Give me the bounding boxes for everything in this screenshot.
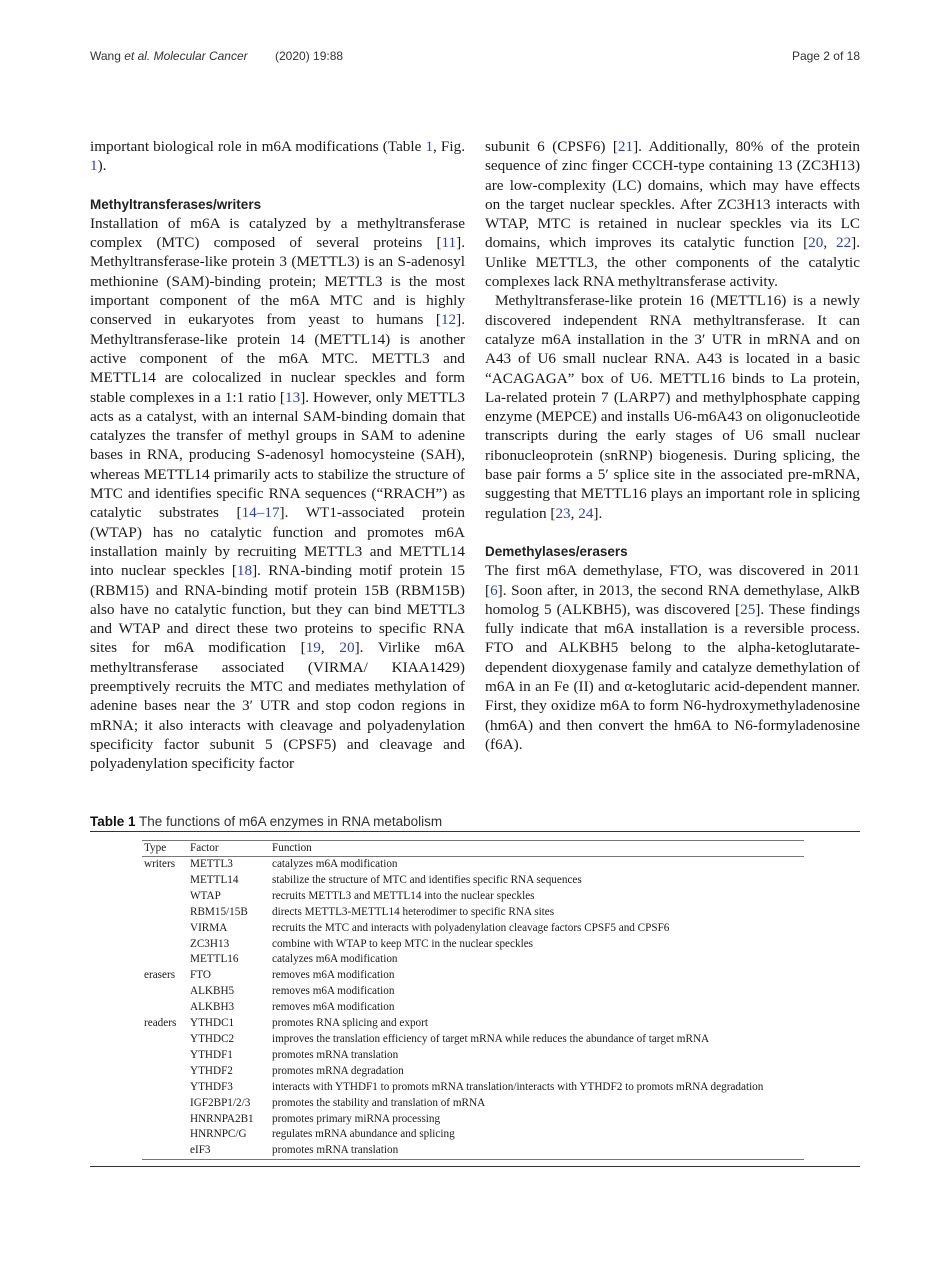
function-cell: stabilize the structure of MTC and identifies specific RNA sequences bbox=[272, 873, 582, 886]
type-cell bbox=[142, 1048, 190, 1064]
table-caption bbox=[90, 814, 442, 829]
type-cell bbox=[142, 1000, 190, 1016]
function-cell: promotes mRNA degradation bbox=[272, 1064, 404, 1077]
reference-link[interactable]: 6 bbox=[490, 581, 498, 599]
left-column bbox=[90, 137, 465, 774]
type-cell: readers bbox=[144, 1017, 177, 1030]
reference-link[interactable]: 11 bbox=[441, 234, 457, 252]
table-caption-text: The functions of m6A enzymes in RNA metabolism bbox=[135, 814, 443, 829]
table-row bbox=[142, 937, 804, 953]
table-row bbox=[142, 1000, 804, 1016]
table-row bbox=[142, 1080, 804, 1096]
reference-link[interactable]: 23 bbox=[555, 504, 571, 522]
function-cell: removes m6A modification bbox=[272, 1001, 395, 1014]
table-row bbox=[142, 1096, 804, 1112]
function-cell: promotes mRNA translation bbox=[272, 1143, 804, 1159]
factor-cell: HNRNPA2B1 bbox=[190, 1112, 254, 1125]
reference-link[interactable]: 21 bbox=[617, 138, 634, 155]
type-cell bbox=[142, 905, 190, 921]
function-cell: catalyzes m6A modification bbox=[272, 953, 398, 966]
type-cell bbox=[142, 1032, 190, 1048]
m6a-enzymes-table bbox=[142, 840, 804, 1160]
volume-citation: (2020) 19:88 bbox=[275, 49, 344, 63]
reference-link[interactable]: 22 bbox=[835, 234, 852, 252]
factor-cell: METTL14 bbox=[190, 873, 239, 886]
type-cell bbox=[142, 873, 190, 889]
table-row bbox=[142, 873, 804, 889]
journal-name: et al. Molecular Cancer bbox=[124, 49, 248, 63]
table-row bbox=[142, 1064, 804, 1080]
reference-link[interactable]: 24 bbox=[578, 504, 594, 522]
factor-cell: YTHDC1 bbox=[190, 1017, 235, 1030]
reference-link[interactable]: 14–17 bbox=[241, 504, 280, 522]
column-header-type: Type bbox=[142, 841, 190, 857]
function-cell: removes m6A modification bbox=[272, 969, 395, 982]
factor-cell: HNRNPC/G bbox=[190, 1128, 247, 1141]
table-bottom-rule bbox=[90, 1166, 860, 1167]
table-top-rule bbox=[90, 831, 860, 832]
type-cell bbox=[142, 1127, 190, 1143]
table-row bbox=[142, 1016, 804, 1032]
column-header-function: Function bbox=[272, 841, 804, 857]
factor-cell: METTL16 bbox=[190, 953, 239, 966]
reference-link[interactable]: 20 bbox=[339, 639, 355, 657]
type-cell bbox=[142, 1143, 190, 1159]
reference-link[interactable]: 12 bbox=[440, 311, 457, 329]
factor-cell: YTHDF3 bbox=[190, 1080, 233, 1093]
function-cell: regulates mRNA abundance and splicing bbox=[272, 1128, 455, 1141]
author-name: Wang bbox=[90, 49, 125, 63]
reference-link[interactable]: 20 bbox=[808, 234, 824, 252]
type-cell: erasers bbox=[144, 969, 176, 982]
journal-citation bbox=[90, 49, 248, 63]
factor-cell: YTHDF2 bbox=[190, 1064, 233, 1077]
type-cell bbox=[142, 952, 190, 968]
table-row bbox=[142, 889, 804, 905]
table-label: Table 1 bbox=[90, 814, 136, 829]
table-row bbox=[142, 952, 804, 968]
section-heading-erasers: Demethylases/erasers bbox=[485, 543, 628, 559]
function-cell: catalyzes m6A modification bbox=[272, 858, 398, 870]
factor-cell: METTL3 bbox=[190, 858, 233, 870]
function-cell: promotes primary miRNA processing bbox=[272, 1112, 441, 1125]
right-column bbox=[485, 137, 860, 754]
factor-cell: FTO bbox=[190, 969, 211, 982]
type-cell: writers bbox=[144, 858, 176, 870]
function-cell: recruits METTL3 and METTL14 into the nuclear speckles bbox=[272, 889, 535, 902]
function-cell: recruits the MTC and interacts with polyadenylation cleavage factors CPSF5 and CPSF6 bbox=[272, 921, 670, 934]
running-header bbox=[90, 49, 860, 69]
type-cell bbox=[142, 889, 190, 905]
table-header-row bbox=[142, 841, 804, 857]
factor-cell: VIRMA bbox=[190, 921, 228, 934]
intro-paragraph: important biological role in m6A modifications (Table 1, Fig. 1). bbox=[90, 138, 465, 175]
reference-link[interactable]: 19 bbox=[305, 639, 321, 657]
factor-cell: ALKBH3 bbox=[190, 1001, 235, 1014]
factor-cell: eIF3 bbox=[190, 1143, 272, 1159]
type-cell bbox=[142, 1064, 190, 1080]
type-cell bbox=[142, 1096, 190, 1112]
continued-paragraph: subunit 6 (CPSF6) [21]. Additionally, 80% of the protein sequence of zinc finger CCCH-type containing 13 (ZC3H13) are low-complexity (LC) domains, which may have effects on the target nuclear speckles. After ZC3H13 interacts with WTAP, MTC is retained in nuclear speckles via its LC domains, which improves its catalytic function [20, 22]. Unlike METTL3, the other components of the catalytic complexes lack RNA methyltransferase activity. bbox=[485, 138, 861, 291]
table-row bbox=[142, 1112, 804, 1128]
factor-cell: YTHDC2 bbox=[190, 1032, 235, 1045]
reference-link[interactable]: 18 bbox=[236, 562, 253, 580]
reference-link[interactable]: 25 bbox=[740, 600, 756, 618]
type-cell bbox=[142, 937, 190, 953]
type-cell bbox=[142, 984, 190, 1000]
function-cell: combine with WTAP to keep MTC in the nuclear speckles bbox=[272, 937, 534, 950]
table-row bbox=[142, 968, 804, 984]
factor-cell: YTHDF1 bbox=[190, 1048, 233, 1061]
table-row bbox=[142, 984, 804, 1000]
reference-link[interactable]: 13 bbox=[285, 388, 301, 406]
function-cell: interacts with YTHDF1 to promots mRNA translation/interacts with YTHDF2 to promots mRNA degradation bbox=[272, 1080, 764, 1093]
figure-1-link[interactable]: 1 bbox=[90, 157, 98, 175]
table-row bbox=[142, 905, 804, 921]
table-row bbox=[142, 1127, 804, 1143]
table-row bbox=[142, 1143, 804, 1159]
table-row bbox=[142, 921, 804, 937]
mettl16-paragraph: Methyltransferase-like protein 16 (METTL16) is a newly discovered independent RNA methyltransferase. It can catalyze m6A installation in the 3′ UTR in mRNA and on A43 of U6 small nuclear RNA. A43 is located in a basic “ACAGAGA” box of U6. METTL16 binds to La protein, La-related protein 7 (LARP7) and methylphosphate capping enzyme (MEPCE) and installs U6-m6A43 on oligonucleotide transcripts during the early stages of U6 small nuclear ribonucleoprotein (snRNP) biogenesis. During splicing, the base pair forms a 5′ splice site in the associated pre-mRNA, suggesting that METTL16 plays an important role in splicing regulation [23, 24]. bbox=[485, 292, 860, 522]
table-row bbox=[142, 1048, 804, 1064]
type-cell bbox=[142, 1112, 190, 1128]
table-1-link[interactable]: 1 bbox=[425, 138, 434, 155]
function-cell: removes m6A modification bbox=[272, 985, 395, 998]
type-cell bbox=[142, 921, 190, 937]
factor-cell: WTAP bbox=[190, 889, 221, 902]
table-row bbox=[142, 1032, 804, 1048]
column-header-factor: Factor bbox=[190, 841, 272, 857]
writers-paragraph: Installation of m6A is catalyzed by a methyltransferase complex (MTC) composed of several proteins [11]. Methyltransferase-like protein 3 (METTL3) is an S-adenosyl methionine (SAM)-binding protein; METTL3 is the most important component of the m6A MTC and is highly conserved in eukaryotes from yeast to humans [12]. Methyltransferase-like protein 14 (METTL14) is another active component of the m6A MTC. METTL3 and METTL14 are colocalized in nuclear speckles and form stable complexes in a 1:1 ratio [13]. However, only METTL3 acts as a catalyst, with an internal SAM-binding domain that catalyzes the transfer of methyl groups in SAM to adenine bases in RNA, producing S-adenosyl homocysteine (SAH), whereas METTL14 primarily acts to stabilize the structure of MTC and identifies specific RNA sequences (“RRACH”) as catalytic substrates [14–17]. WT1-associated protein (WTAP) has no catalytic function and promotes m6A installation mainly by recruiting METTL3 and METTL14 into nuclear speckles [18]. RNA-binding motif protein 15 (RBM15) and RNA-binding motif protein 15B (RBM15B) also have no catalytic function, but they can bind METTL3 and WTAP and direct these two proteins to specific RNA sites for m6A modification [19, 20]. Virlike m6A methyltransferase associated (VIRMA/ KIAA1429) preemptively recruits the MTC and mediates methylation of adenine bases near the 3′ UTR and stop codon regions in mRNA; it also interacts with cleavage and polyadenylation specificity factor subunit 5 (CPSF5) and cleavage and polyadenylation specificity factor bbox=[90, 214, 466, 773]
factor-cell: ALKBH5 bbox=[190, 985, 235, 998]
type-cell bbox=[142, 1080, 190, 1096]
page-number: Page 2 of 18 bbox=[791, 49, 860, 63]
table-row bbox=[142, 857, 804, 873]
function-cell: promotes RNA splicing and export bbox=[272, 1017, 428, 1030]
function-cell: promotes the stability and translation of mRNA bbox=[272, 1096, 486, 1109]
function-cell: directs METTL3-METTL14 heterodimer to specific RNA sites bbox=[272, 905, 555, 918]
function-cell: improves the translation efficiency of target mRNA while reduces the abundance of target mRNA bbox=[272, 1032, 710, 1045]
factor-cell: ZC3H13 bbox=[190, 937, 230, 950]
erasers-paragraph: The first m6A demethylase, FTO, was discovered in 2011 [6]. Soon after, in 2013, the second RNA demethylase, AlkB homolog 5 (ALKBH5), was discovered [25]. These findings fully indicate that m6A installation is a reversible process. FTO and ALKBH5 belong to the alpha-ketoglutarate-dependent dioxygenase family and catalyze demethylation of m6A in an Fe (II) and α-ketoglutaric acid-dependent manner. First, they oxidize m6A to form N6-hydroxymethyladenosine (hm6A) and then convert the hm6A to N6-formyladenosine (f6A). bbox=[485, 562, 860, 753]
factor-cell: RBM15/15B bbox=[190, 905, 248, 918]
function-cell: promotes mRNA translation bbox=[272, 1048, 399, 1061]
section-heading-writers: Methyltransferases/writers bbox=[90, 196, 262, 212]
factor-cell: IGF2BP1/2/3 bbox=[190, 1096, 251, 1109]
